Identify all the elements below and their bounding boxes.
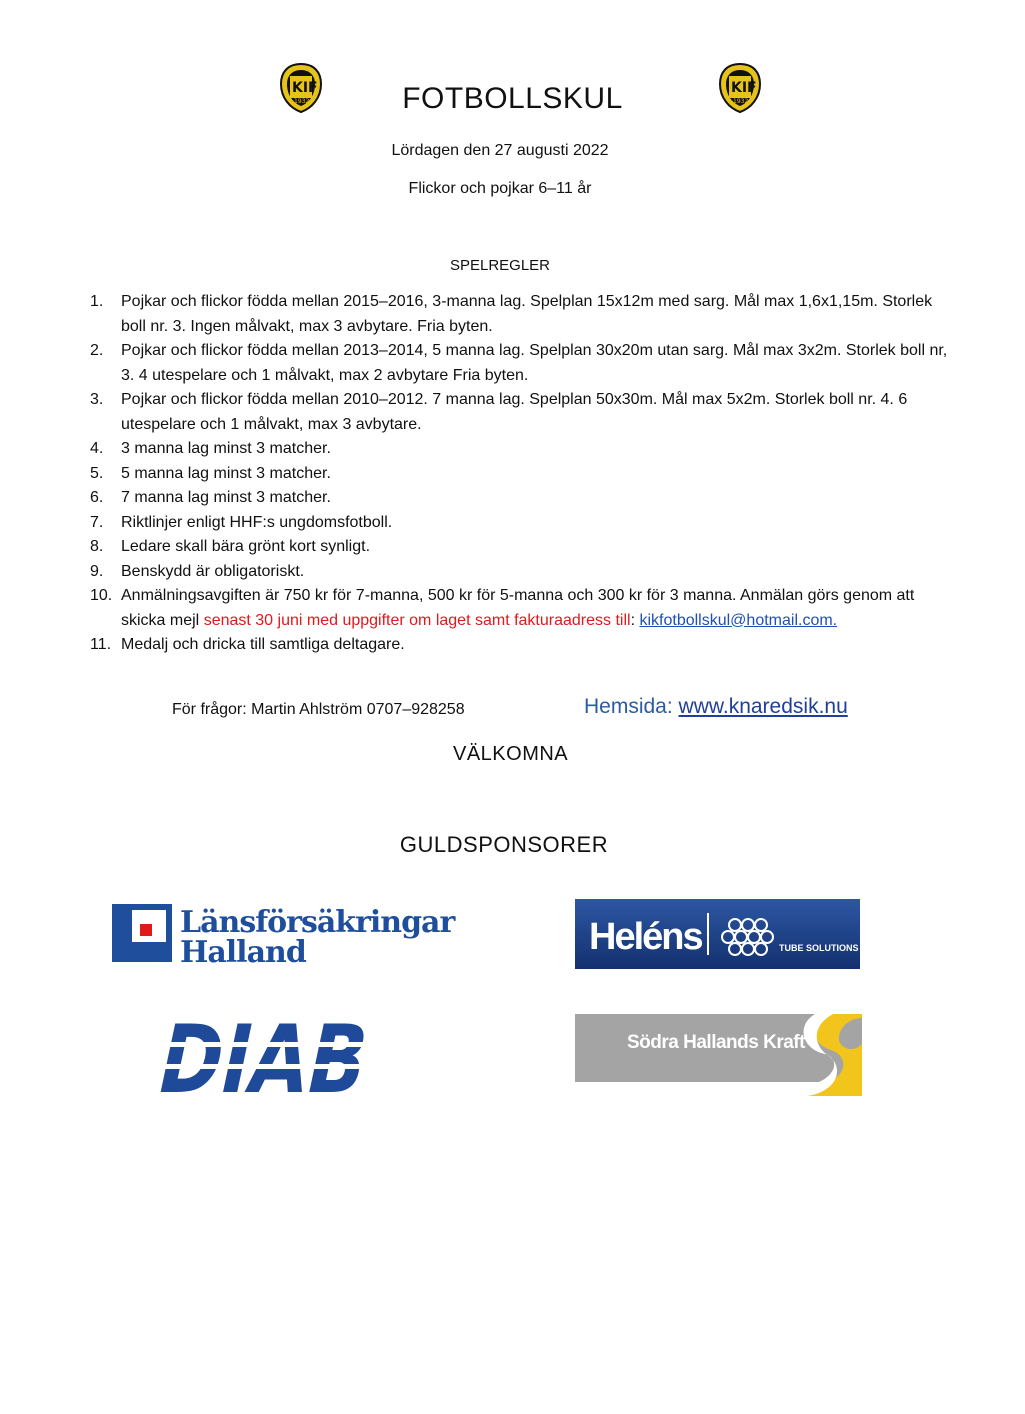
email-link[interactable]: kikfotbollskul@hotmail.com.	[639, 611, 838, 629]
colon: :	[630, 611, 640, 629]
rule-item	[90, 388, 950, 437]
rule-number: 5.	[90, 464, 104, 482]
rule-number: 4.	[90, 440, 104, 457]
crest-letters: KIF	[292, 80, 318, 96]
rule-text: Ledare skall bära grönt kort synligt.	[121, 538, 371, 555]
rule-text: Riktlinjer enligt HHF:s ungdomsfotboll.	[121, 513, 393, 531]
rule-number: 6.	[90, 489, 104, 506]
homepage	[584, 695, 848, 719]
rule-number: 11.	[90, 636, 112, 653]
rule-text: Pojkar och flickor födda mellan 2010–2012. 7 manna lag. Spelplan 50x30m. Mål max 5x2m. Storlek boll nr. 4. 6 utespelare och 1 målvakt, max 3 avbytare.	[121, 391, 908, 433]
event-audience: Flickor och pojkar 6–11 år	[408, 180, 592, 197]
rule-item	[90, 437, 950, 462]
rule-item-registration	[90, 584, 950, 633]
rule-number: 3.	[90, 391, 104, 408]
rule-text: 5 manna lag minst 3 matcher.	[121, 464, 331, 482]
rule-text: Anmälningsavgiften är 750 kr för 7-manna, 500 kr för 5-manna och 300 kr för 3 manna. Anmälan görs genom att skicka mejl	[121, 587, 915, 629]
crest-year: 1932	[294, 98, 310, 105]
lansforsakringar-logo	[112, 902, 455, 970]
homepage-label: Hemsida:	[584, 695, 679, 718]
helens-tagline: TUBE SOLUTIONS	[779, 943, 859, 953]
contact-info: För frågor: Martin Ahlström 0707–928258	[172, 701, 465, 718]
diab-logo	[148, 1005, 430, 1115]
rule-item	[90, 535, 950, 560]
rule-item	[90, 290, 950, 339]
rule-item	[90, 486, 950, 511]
crest-year: 1932	[733, 98, 749, 105]
diab-name: DIAB	[148, 1005, 430, 1115]
rule-number: 9.	[90, 562, 104, 580]
sodra-name: Södra Hallands Kraft	[627, 1032, 805, 1053]
rule-number: 1.	[90, 293, 104, 310]
lf-name-line1: Länsförsäkringar	[180, 905, 455, 940]
rules-list	[90, 290, 950, 658]
helens-logo	[575, 899, 860, 969]
rule-item	[90, 560, 950, 585]
rule-text: Benskydd är obligatoriskt.	[121, 562, 305, 580]
rule-text: Pojkar och flickor födda mellan 2013–2014, 5 manna lag. Spelplan 30x20m utan sarg. Mål max 3x2m. Storlek boll nr, 3. 4 utespelare och 1 målvakt, max 2 avbytare Fria byten.	[121, 342, 948, 384]
rule-number: 2.	[90, 342, 104, 359]
sodra-hallands-kraft-logo	[575, 1014, 862, 1096]
rule-item	[90, 339, 950, 388]
rule-item	[90, 633, 950, 658]
rule-text: Pojkar och flickor födda mellan 2015–2016, 3-manna lag. Spelplan 15x12m med sarg. Mål max 1,6x1,15m. Storlek boll nr. 3. Ingen målvakt, max 3 avbytare. Fria byten.	[121, 293, 933, 335]
lf-name-line2: Halland	[180, 935, 306, 970]
event-date: Lördagen den 27 augusti 2022	[391, 142, 609, 159]
homepage-link[interactable]: www.knaredsik.nu	[678, 695, 848, 718]
page-title: FOTBOLLSKUL	[402, 82, 623, 115]
rule-text: Medalj och dricka till samtliga deltagare.	[121, 636, 405, 653]
rule-number: 10.	[90, 587, 113, 604]
rule-item	[90, 462, 950, 487]
rule-item	[90, 511, 950, 536]
welcome-text: VÄLKOMNA	[453, 743, 569, 765]
rules-heading: SPELREGLER	[449, 257, 551, 274]
helens-name: Heléns	[589, 916, 702, 958]
sponsors-heading: GULDSPONSORER	[399, 832, 609, 857]
deadline-text: senast 30 juni med uppgifter om laget samt fakturaadress till	[203, 611, 631, 629]
rule-number: 8.	[90, 538, 104, 555]
crest-letters: KIF	[731, 80, 757, 96]
rule-text: 3 manna lag minst 3 matcher.	[121, 440, 331, 457]
rule-text: 7 manna lag minst 3 matcher.	[121, 489, 331, 506]
rule-number: 7.	[90, 513, 104, 531]
